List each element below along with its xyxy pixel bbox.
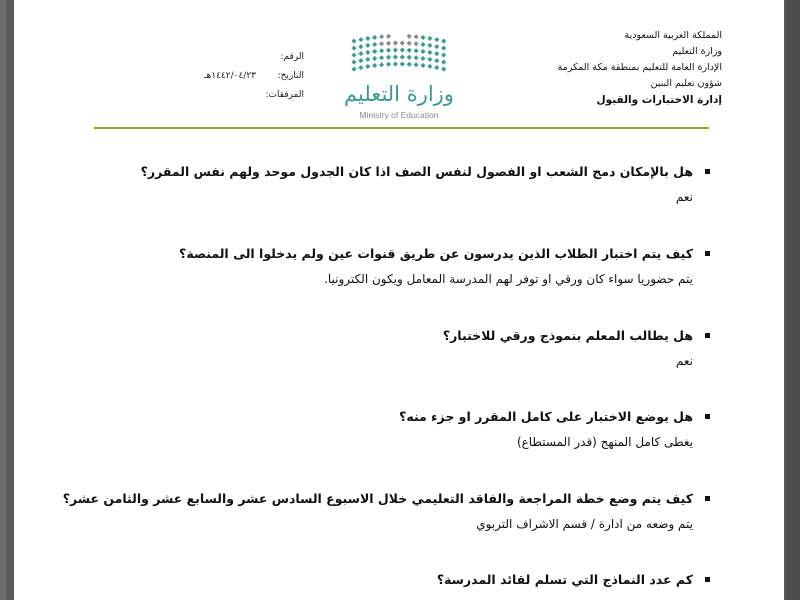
logo-dot bbox=[358, 58, 363, 63]
qa-item bbox=[70, 572, 710, 598]
logo-dot bbox=[386, 48, 391, 53]
logo-dot bbox=[365, 50, 370, 55]
logo-dot bbox=[358, 44, 363, 49]
logo-arabic-text: وزارة التعليم bbox=[344, 82, 454, 106]
logo-dot bbox=[351, 60, 356, 65]
logo-dot bbox=[393, 54, 398, 59]
logo-dot bbox=[441, 60, 446, 65]
question-text: كم عدد النماذج التي تسلم لقائد المدرسة؟ bbox=[70, 572, 710, 587]
logo-dot bbox=[379, 62, 384, 67]
logo-dot bbox=[379, 34, 384, 39]
logo-dot bbox=[351, 39, 356, 44]
answer-text: نعم bbox=[675, 190, 693, 204]
logo-english-text: Ministry of Education bbox=[359, 110, 439, 120]
logo-dot bbox=[400, 54, 405, 59]
logo-dot bbox=[427, 36, 432, 41]
logo-dot bbox=[441, 53, 446, 58]
letterhead bbox=[14, 0, 784, 128]
logo-dot bbox=[351, 67, 356, 72]
issuer-line-directorate: الإدارة العامة للتعليم بمنطقة مكة المكرمة bbox=[557, 62, 722, 73]
bullet-icon bbox=[705, 414, 710, 419]
logo-dot bbox=[407, 55, 412, 60]
question-text: هل يطالب المعلم بنموذج ورقي للاختبار؟ bbox=[70, 328, 710, 343]
logo-dot bbox=[420, 56, 425, 61]
logo-dot bbox=[441, 46, 446, 51]
field-date-label: التاريخ: bbox=[277, 71, 304, 81]
logo-dot bbox=[407, 62, 412, 67]
qa-item bbox=[70, 409, 710, 449]
issuer-line-affairs: شؤون تعليم البنين bbox=[650, 78, 722, 89]
logo-dot bbox=[414, 48, 419, 53]
logo-dot bbox=[427, 43, 432, 48]
logo-dot bbox=[365, 57, 370, 62]
logo-dot bbox=[414, 55, 419, 60]
logo-dot bbox=[427, 57, 432, 62]
reference-fields bbox=[164, 48, 304, 105]
bullet-icon bbox=[705, 251, 710, 256]
issuer-block bbox=[522, 28, 722, 108]
logo-dot bbox=[365, 43, 370, 48]
answer-text: يتم حضوريا سواء كان ورقي او توفر لهم المدرسة المعامل ويكون الكترونيا. bbox=[324, 272, 693, 286]
logo-dot bbox=[372, 63, 377, 68]
logo-dot bbox=[420, 63, 425, 68]
logo-dot bbox=[434, 65, 439, 70]
question-text: هل بالإمكان دمج الشعب او الفصول لنفس الصف اذا كان الجدول موحد ولهم نفس المقرر؟ bbox=[70, 164, 710, 179]
bullet-icon bbox=[705, 577, 710, 582]
logo-dot bbox=[351, 53, 356, 58]
issuer-line-country: المملكة العربية السعودية bbox=[624, 30, 722, 41]
logo-dot bbox=[400, 47, 405, 52]
logo-dot bbox=[434, 58, 439, 63]
logo-dot bbox=[414, 41, 419, 46]
logo-dot bbox=[379, 48, 384, 53]
header-divider bbox=[94, 127, 709, 129]
logo-dot bbox=[379, 41, 384, 46]
qa-item bbox=[62, 491, 710, 531]
logo-dot bbox=[434, 51, 439, 56]
logo-dot bbox=[407, 48, 412, 53]
document-page bbox=[14, 0, 784, 600]
bullet-icon bbox=[705, 333, 710, 338]
logo-dot bbox=[372, 56, 377, 61]
logo-dot bbox=[379, 55, 384, 60]
logo-dot bbox=[358, 65, 363, 70]
logo-dot bbox=[434, 44, 439, 49]
field-number-label: الرقم: bbox=[280, 52, 304, 62]
answer-text: نعم bbox=[675, 354, 693, 368]
logo-dot bbox=[441, 39, 446, 44]
logo-dot bbox=[386, 62, 391, 67]
issuer-line-ministry: وزارة التعليم bbox=[672, 46, 722, 57]
logo-dot bbox=[393, 61, 398, 66]
bullet-icon bbox=[705, 169, 710, 174]
logo-dot bbox=[386, 55, 391, 60]
logo-dot bbox=[365, 36, 370, 41]
answer-text: يغطى كامل المنهج (قدر المستطاع) bbox=[516, 435, 693, 449]
answer-text: يتم وضعه من ادارة / قسم الاشراف التربوي bbox=[476, 517, 693, 531]
question-text: كيف يتم وضع خطة المراجعة والفاقد التعليمي خلال الاسبوع السادس عشر والسابع عشر والثامن عشر؟ bbox=[70, 491, 710, 506]
issuer-line-department: إدارة الاختبارات والقبول bbox=[596, 94, 722, 106]
logo-dot bbox=[407, 34, 412, 39]
logo-dot bbox=[386, 41, 391, 46]
logo-dot bbox=[372, 35, 377, 40]
logo-dot bbox=[414, 62, 419, 67]
logo-dot bbox=[420, 42, 425, 47]
logo-dot bbox=[400, 40, 405, 45]
logo-dot bbox=[351, 46, 356, 51]
field-date bbox=[164, 67, 304, 86]
logo-dots-icon bbox=[344, 28, 454, 80]
qa-item bbox=[70, 246, 710, 286]
viewer-scrollbar[interactable] bbox=[786, 0, 800, 600]
question-text: هل يوضع الاختبار على كامل المقرر او جزء منه؟ bbox=[70, 409, 710, 424]
logo-dot bbox=[372, 49, 377, 54]
ministry-logo bbox=[344, 28, 454, 124]
logo-dot bbox=[420, 35, 425, 40]
logo-dot bbox=[441, 67, 446, 72]
logo-dot bbox=[427, 64, 432, 69]
logo-dot bbox=[372, 42, 377, 47]
logo-dot bbox=[434, 37, 439, 42]
logo-dot bbox=[393, 40, 398, 45]
logo-dot bbox=[407, 41, 412, 46]
viewer-left-gutter bbox=[0, 0, 6, 600]
field-attachments bbox=[164, 86, 304, 105]
logo-dot bbox=[365, 64, 370, 69]
logo-dot bbox=[420, 49, 425, 54]
field-attachments-label: المرفقات: bbox=[265, 90, 304, 100]
qa-item bbox=[70, 164, 710, 204]
logo-dot bbox=[427, 50, 432, 55]
field-number bbox=[164, 48, 304, 67]
logo-dot bbox=[358, 51, 363, 56]
question-text: كيف يتم اختبار الطلاب الذين يدرسون عن طريق قنوات عين ولم يدخلوا الى المنصة؟ bbox=[70, 246, 710, 261]
logo-dot bbox=[393, 47, 398, 52]
logo-dot bbox=[386, 34, 391, 39]
bullet-icon bbox=[705, 496, 710, 501]
field-date-value: ١٤٤٢/٠٤/٢٣هـ bbox=[203, 71, 256, 81]
logo-dot bbox=[400, 61, 405, 66]
logo-dot bbox=[414, 34, 419, 39]
logo-dot bbox=[358, 37, 363, 42]
qa-item bbox=[70, 328, 710, 368]
